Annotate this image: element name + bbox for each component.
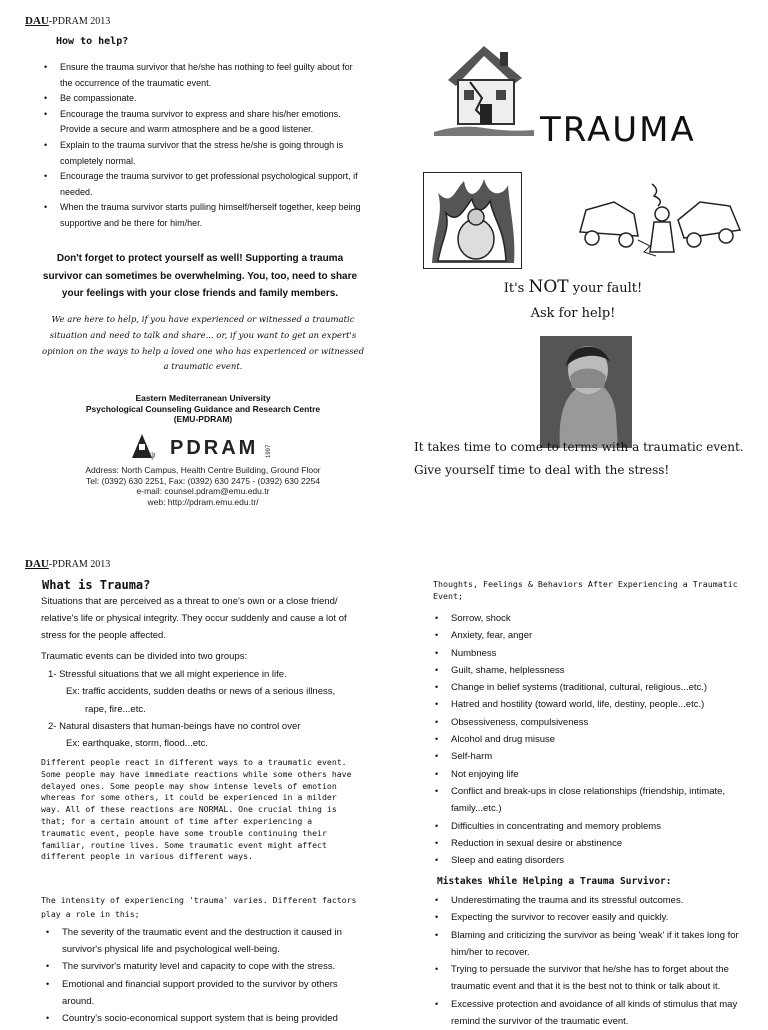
header-pdram: -PDRAM 2013 — [48, 16, 111, 27]
grief-fire-illustration — [423, 172, 522, 269]
thoughts-list — [433, 610, 753, 869]
list-item: • The severity of the traumatic event and the destruction it caused in survivor's physical life and psychological well-being. — [44, 924, 364, 958]
university-name: Eastern Mediterranean University — [135, 393, 271, 403]
group-2: 2- Natural disasters that human-beings have no control over — [48, 720, 301, 732]
contact-block — [40, 465, 366, 507]
what-is-trauma-title: What is Trauma? — [42, 578, 151, 592]
group-1-example-cont: rape, fire...etc. — [85, 703, 146, 715]
list-item: • Conflict and break-ups in close relationships (friendship, intimate, family...etc.) — [433, 783, 753, 818]
not-fault-c: your fault! — [568, 281, 643, 296]
list-item: • Anxiety, fear, anger — [433, 627, 753, 644]
email-link[interactable]: e-mail: counsel.pdram@emu.edu.tr — [136, 486, 270, 496]
list-item: • Self-harm — [433, 748, 753, 765]
list-item: • Expecting the survivor to recover easily and quickly. — [433, 909, 753, 926]
not-fault-a: It's — [503, 281, 529, 296]
car-crash-icon — [574, 180, 742, 262]
centre-name: Psychological Counseling Guidance and Research Centre — [85, 403, 321, 414]
pdram-logo-icon — [130, 432, 280, 460]
trauma-definition: Situations that are perceived as a threat to one's own or a close friend/ relative's life or physical integrity. They occur suddenly and cause a lot of stress for the people affected. — [41, 596, 347, 641]
how-to-help-title: How to help? — [56, 36, 129, 47]
car-accident-illustration — [574, 180, 742, 262]
not-your-fault — [420, 277, 726, 297]
group-2-example: Ex: earthquake, storm, flood...etc. — [66, 738, 209, 750]
we-are-here-text: We are here to help, if you have experienced or witnessed a traumatic situation and need to talk and share... or, if you want to get an expert's opinion on the ways to help a loved one who has experienced or witnessed a traumatic event. — [41, 315, 365, 373]
list-item: • Underestimating the trauma and its stressful outcomes. — [433, 892, 753, 909]
house-icon — [430, 32, 538, 142]
list-item: • Blaming and criticizing the survivor as being 'weak' if it takes long for him/her to recover. — [433, 927, 753, 962]
list-item: • Guilt, shame, helplessness — [433, 662, 753, 679]
list-item: • Ensure the trauma survivor that he/she has nothing to feel guilty about for the occurrence of the traumatic event. — [42, 60, 362, 91]
takes-time-text: It takes time to come to terms with a traumatic event. Give yourself time to deal with the stress! — [414, 440, 744, 477]
page-header-bottom — [25, 558, 110, 570]
mistakes-title: Mistakes While Helping a Trauma Survivor: — [437, 876, 672, 887]
list-item: • Trying to persuade the survivor that he/she has to forget about the traumatic event and that it is the best not to think or talk about it. — [433, 961, 753, 996]
thoughts-title: Thoughts, Feelings & Behaviors After Experiencing a Traumatic Event; — [433, 579, 738, 601]
list-item: • Sorrow, shock — [433, 610, 753, 627]
ask-for-help: Ask for help! — [530, 306, 616, 321]
logo-text: PDRAM — [170, 437, 259, 459]
web-link[interactable]: web: http://pdram.emu.edu.tr/ — [147, 496, 259, 507]
intensity-text: The intensity of experiencing 'trauma' varies. Different factors play a role in this; — [41, 895, 357, 919]
list-item: • Alcohol and drug misuse — [433, 731, 753, 748]
mistakes-list — [433, 892, 753, 1030]
distressed-woman-illustration — [540, 336, 632, 448]
fire-figure-icon — [424, 173, 521, 268]
list-item: • Numbness — [433, 645, 753, 662]
svg-text:ψ: ψ — [149, 450, 156, 460]
header-pdram: -PDRAM 2013 — [48, 559, 111, 570]
trauma-groups — [48, 666, 368, 752]
list-item: • Be compassionate. — [42, 91, 362, 107]
not-fault-b: NOT — [528, 277, 569, 297]
phone-fax: Tel: (0392) 630 2251, Fax: (0392) 630 2475 - (0392) 630 2254 — [86, 475, 320, 486]
header-dau: DAU — [25, 558, 49, 570]
factors-list — [44, 924, 364, 1027]
list-item: • Sleep and eating disorders — [433, 852, 753, 869]
list-item: • Country's socio-economical support system that is being provided — [44, 1010, 364, 1027]
list-item: • Encourage the trauma survivor to get professional psychological support, if needed. — [42, 169, 362, 200]
header-dau: DAU — [25, 15, 49, 27]
list-item: • Emotional and financial support provided to the survivor by others around. — [44, 976, 364, 1010]
group-1: 1- Stressful situations that we all might experience in life. — [48, 669, 287, 680]
list-item: • Hatred and hostility (toward world, life, destiny, people...etc.) — [433, 696, 753, 713]
cracked-house-illustration — [430, 32, 538, 142]
list-item: • Reduction in sexual desire or abstinence — [433, 835, 753, 852]
group-1-example: Ex: traffic accidents, sudden deaths or news of a serious illness, — [66, 686, 336, 698]
centre-abbr: (EMU-PDRAM) — [173, 414, 233, 424]
how-to-help-list — [42, 60, 362, 232]
address: Address: North Campus, Health Centre Building, Ground Floor — [85, 465, 321, 475]
list-item: • Obsessiveness, compulsiveness — [433, 714, 753, 731]
trauma-title: TRAUMA — [540, 110, 696, 150]
list-item: • The survivor's maturity level and capacity to cope with the stress. — [44, 958, 364, 975]
list-item: • Not enjoying life — [433, 766, 753, 783]
list-item: • Encourage the trauma survivor to express and share his/her emotions. Provide a secure and warm atmosphere and be a good listener. — [42, 107, 362, 138]
list-item: • Change in belief systems (traditional, cultural, religious...etc.) — [433, 679, 753, 696]
pdram-logo — [130, 432, 280, 460]
woman-icon — [540, 336, 632, 448]
self-care-warning: Don't forget to protect yourself as well! Supporting a trauma survivor can sometimes be overwhelming. You, too, need to share your feelings with your close friends and family members. — [42, 253, 358, 299]
list-item: • Explain to the trauma survivor that the stress he/she is going through is completely normal. — [42, 138, 362, 169]
groups-title: Traumatic events can be divided into two groups: — [41, 651, 248, 662]
different-reactions-text: Different people react in different ways to a traumatic event. Some people may have immediate reactions while some others have delayed ones. Some people may show intense levels of emotion whereas for some others, it could be experienced in a milder way. All of these reactions are NORMAL. One crucial thing is that; for a certain amount of time after experiencing a traumatic event, people have some trouble continuing their familiar, routine lives. Some traumatic event might affect different people in various different ways. — [41, 757, 352, 862]
list-item: • Difficulties in concentrating and memory problems — [433, 818, 753, 835]
list-item: • When the trauma survivor starts pulling himself/herself together, keep being supportive and be there for him/her. — [42, 200, 362, 231]
organization-block — [40, 393, 366, 425]
page-header-top — [25, 15, 110, 27]
list-item: • Excessive protection and avoidance of all kinds of stimulus that may remind the survivor of the traumatic event. — [433, 996, 753, 1030]
logo-year: 1997 — [266, 444, 272, 458]
